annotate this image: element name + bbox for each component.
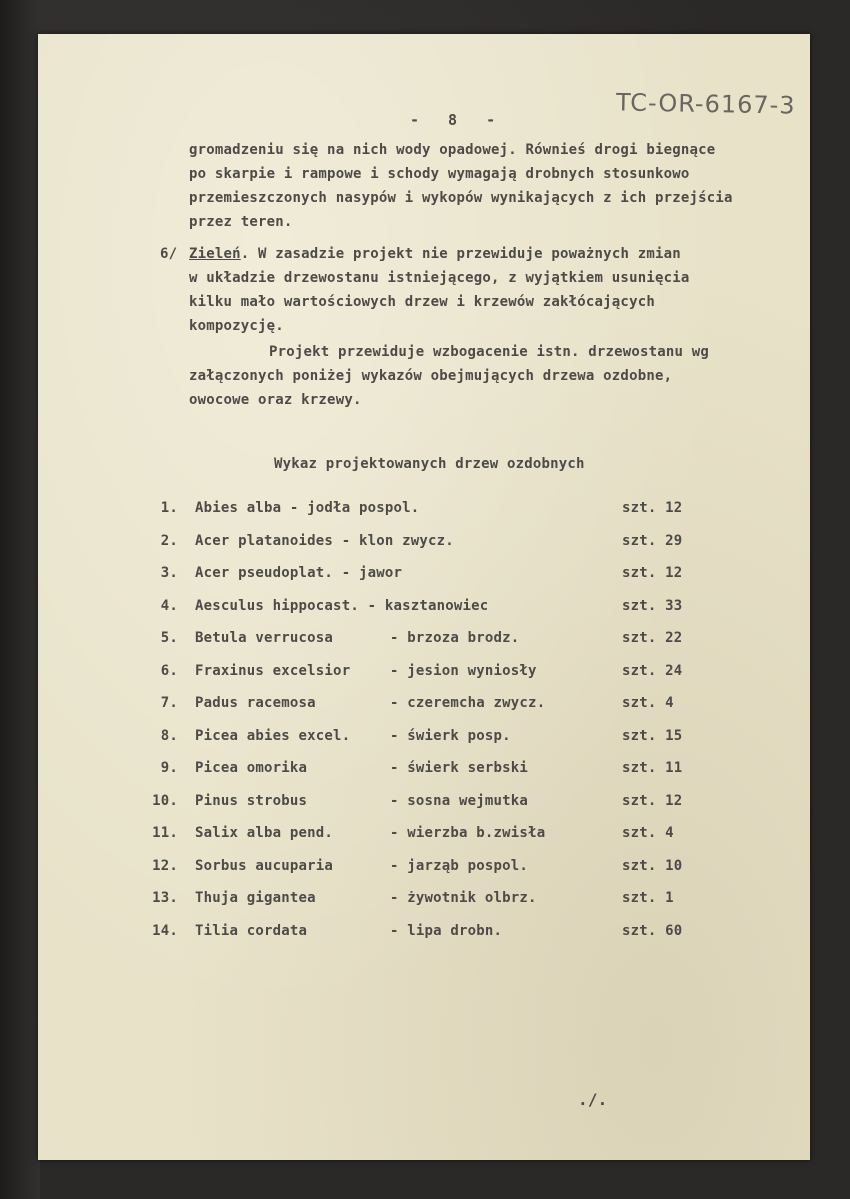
tree-latin-name: Fraxinus excelsior	[195, 662, 351, 679]
tree-latin-name: Acer pseudoplat. - jawor	[195, 565, 403, 581]
tree-number: 4.	[160, 597, 178, 614]
tree-polish-name: - lipa drobn.	[390, 922, 503, 939]
tree-polish-name: - wierzba b.zwisła	[390, 825, 546, 841]
tree-number: 14.	[152, 922, 178, 939]
tree-latin-name: Sorbus aucuparia	[195, 857, 334, 874]
tree-polish-name: - czeremcha zwycz.	[390, 695, 546, 711]
tree-quantity: szt. 29	[622, 532, 683, 549]
tree-number: 2.	[160, 532, 178, 549]
document-page	[38, 34, 810, 1160]
tree-quantity: szt. 4	[622, 825, 674, 841]
tree-latin-name: Padus racemosa	[195, 695, 316, 711]
tree-polish-name: - brzoza brodz.	[390, 630, 520, 646]
list-item	[38, 598, 810, 618]
tree-number: 1.	[160, 500, 178, 516]
section-line: kompozycję.	[189, 318, 284, 334]
list-item	[38, 858, 810, 878]
paragraph-line: przemieszczonych nasypów i wykopów wynikających z ich przejścia	[189, 190, 733, 206]
tree-quantity: szt. 12	[622, 792, 683, 809]
tree-quantity: szt. 33	[622, 597, 683, 614]
tree-number: 7.	[160, 695, 178, 711]
tree-number: 3.	[160, 565, 178, 581]
tree-latin-name: Pinus strobus	[195, 792, 308, 809]
section-line: owocowe oraz krzewy.	[189, 392, 362, 408]
section-line: załączonych poniżej wykazów obejmujących drzewa ozdobne,	[189, 368, 673, 384]
tree-polish-name: - świerk serbski	[390, 760, 529, 776]
tree-latin-name: Tilia cordata	[195, 922, 308, 939]
tree-quantity: szt. 60	[622, 922, 683, 939]
binding-edge	[0, 0, 40, 1199]
tree-number: 8.	[160, 727, 178, 744]
paragraph-line: przez teren.	[189, 214, 293, 230]
tree-latin-name: Picea abies excel.	[195, 727, 351, 744]
tree-quantity: szt. 15	[622, 727, 683, 744]
list-item	[38, 663, 810, 683]
tree-latin-name: Acer platanoides - klon zwycz.	[195, 532, 454, 549]
section-number: 6/	[160, 246, 178, 262]
tree-latin-name: Salix alba pend.	[195, 825, 334, 841]
tree-number: 6.	[160, 662, 178, 679]
list-item	[38, 630, 810, 650]
tree-latin-name: Thuja gigantea	[195, 890, 316, 906]
tree-number: 10.	[152, 792, 178, 809]
tree-quantity: szt. 24	[622, 662, 683, 679]
list-item	[38, 923, 810, 943]
list-item	[38, 760, 810, 780]
tree-number: 5.	[160, 630, 178, 646]
tree-polish-name: - jarząb pospol.	[390, 857, 529, 874]
list-item	[38, 695, 810, 715]
tree-quantity: szt. 12	[622, 565, 683, 581]
list-item	[38, 890, 810, 910]
archive-stamp: TC-OR-6167-3	[615, 88, 796, 120]
section-heading: Zieleń	[189, 246, 241, 262]
tree-polish-name: - sosna wejmutka	[390, 792, 529, 809]
tree-polish-name: - świerk posp.	[390, 727, 511, 744]
section-line: kilku mało wartościowych drzew i krzewów zakłócających	[189, 294, 655, 310]
list-item	[38, 825, 810, 845]
tree-quantity: szt. 1	[622, 890, 674, 906]
tree-latin-name: Picea omorika	[195, 760, 308, 776]
tree-latin-name: Aesculus hippocast. - kasztanowiec	[195, 597, 489, 614]
continuation-mark: ./.	[578, 1090, 608, 1109]
tree-quantity: szt. 4	[622, 695, 674, 711]
list-item	[38, 793, 810, 813]
list-item	[38, 500, 810, 520]
list-item	[38, 565, 810, 585]
tree-number: 12.	[152, 857, 178, 874]
section-line: w układzie drzewostanu istniejącego, z wyjątkiem usunięcia	[189, 270, 690, 286]
paragraph-line: gromadzeniu się na nich wody opadowej. Równieś drogi biegnące	[189, 142, 716, 158]
tree-latin-name: Abies alba - jodła pospol.	[195, 500, 420, 516]
tree-polish-name: - jesion wyniosły	[390, 662, 537, 679]
tree-number: 13.	[152, 890, 178, 906]
list-item	[38, 533, 810, 553]
tree-polish-name: - żywotnik olbrz.	[390, 890, 537, 906]
tree-number: 9.	[160, 760, 178, 776]
paragraph-line: po skarpie i rampowe i schody wymagają drobnych stosunkowo	[189, 166, 690, 182]
list-item	[38, 728, 810, 748]
tree-number: 11.	[152, 825, 178, 841]
page-number: - 8 -	[410, 111, 506, 129]
tree-quantity: szt. 22	[622, 630, 683, 646]
tree-quantity: szt. 10	[622, 857, 683, 874]
tree-latin-name: Betula verrucosa	[195, 630, 334, 646]
list-title: Wykaz projektowanych drzew ozdobnych	[274, 456, 585, 472]
section-heading-line	[189, 246, 681, 262]
section-line: . W zasadzie projekt nie przewiduje poważnych zmian	[240, 246, 681, 262]
section-line: Projekt przewiduje wzbogacenie istn. drzewostanu wg	[269, 344, 710, 360]
tree-quantity: szt. 12	[622, 500, 683, 516]
tree-quantity: szt. 11	[622, 760, 683, 776]
